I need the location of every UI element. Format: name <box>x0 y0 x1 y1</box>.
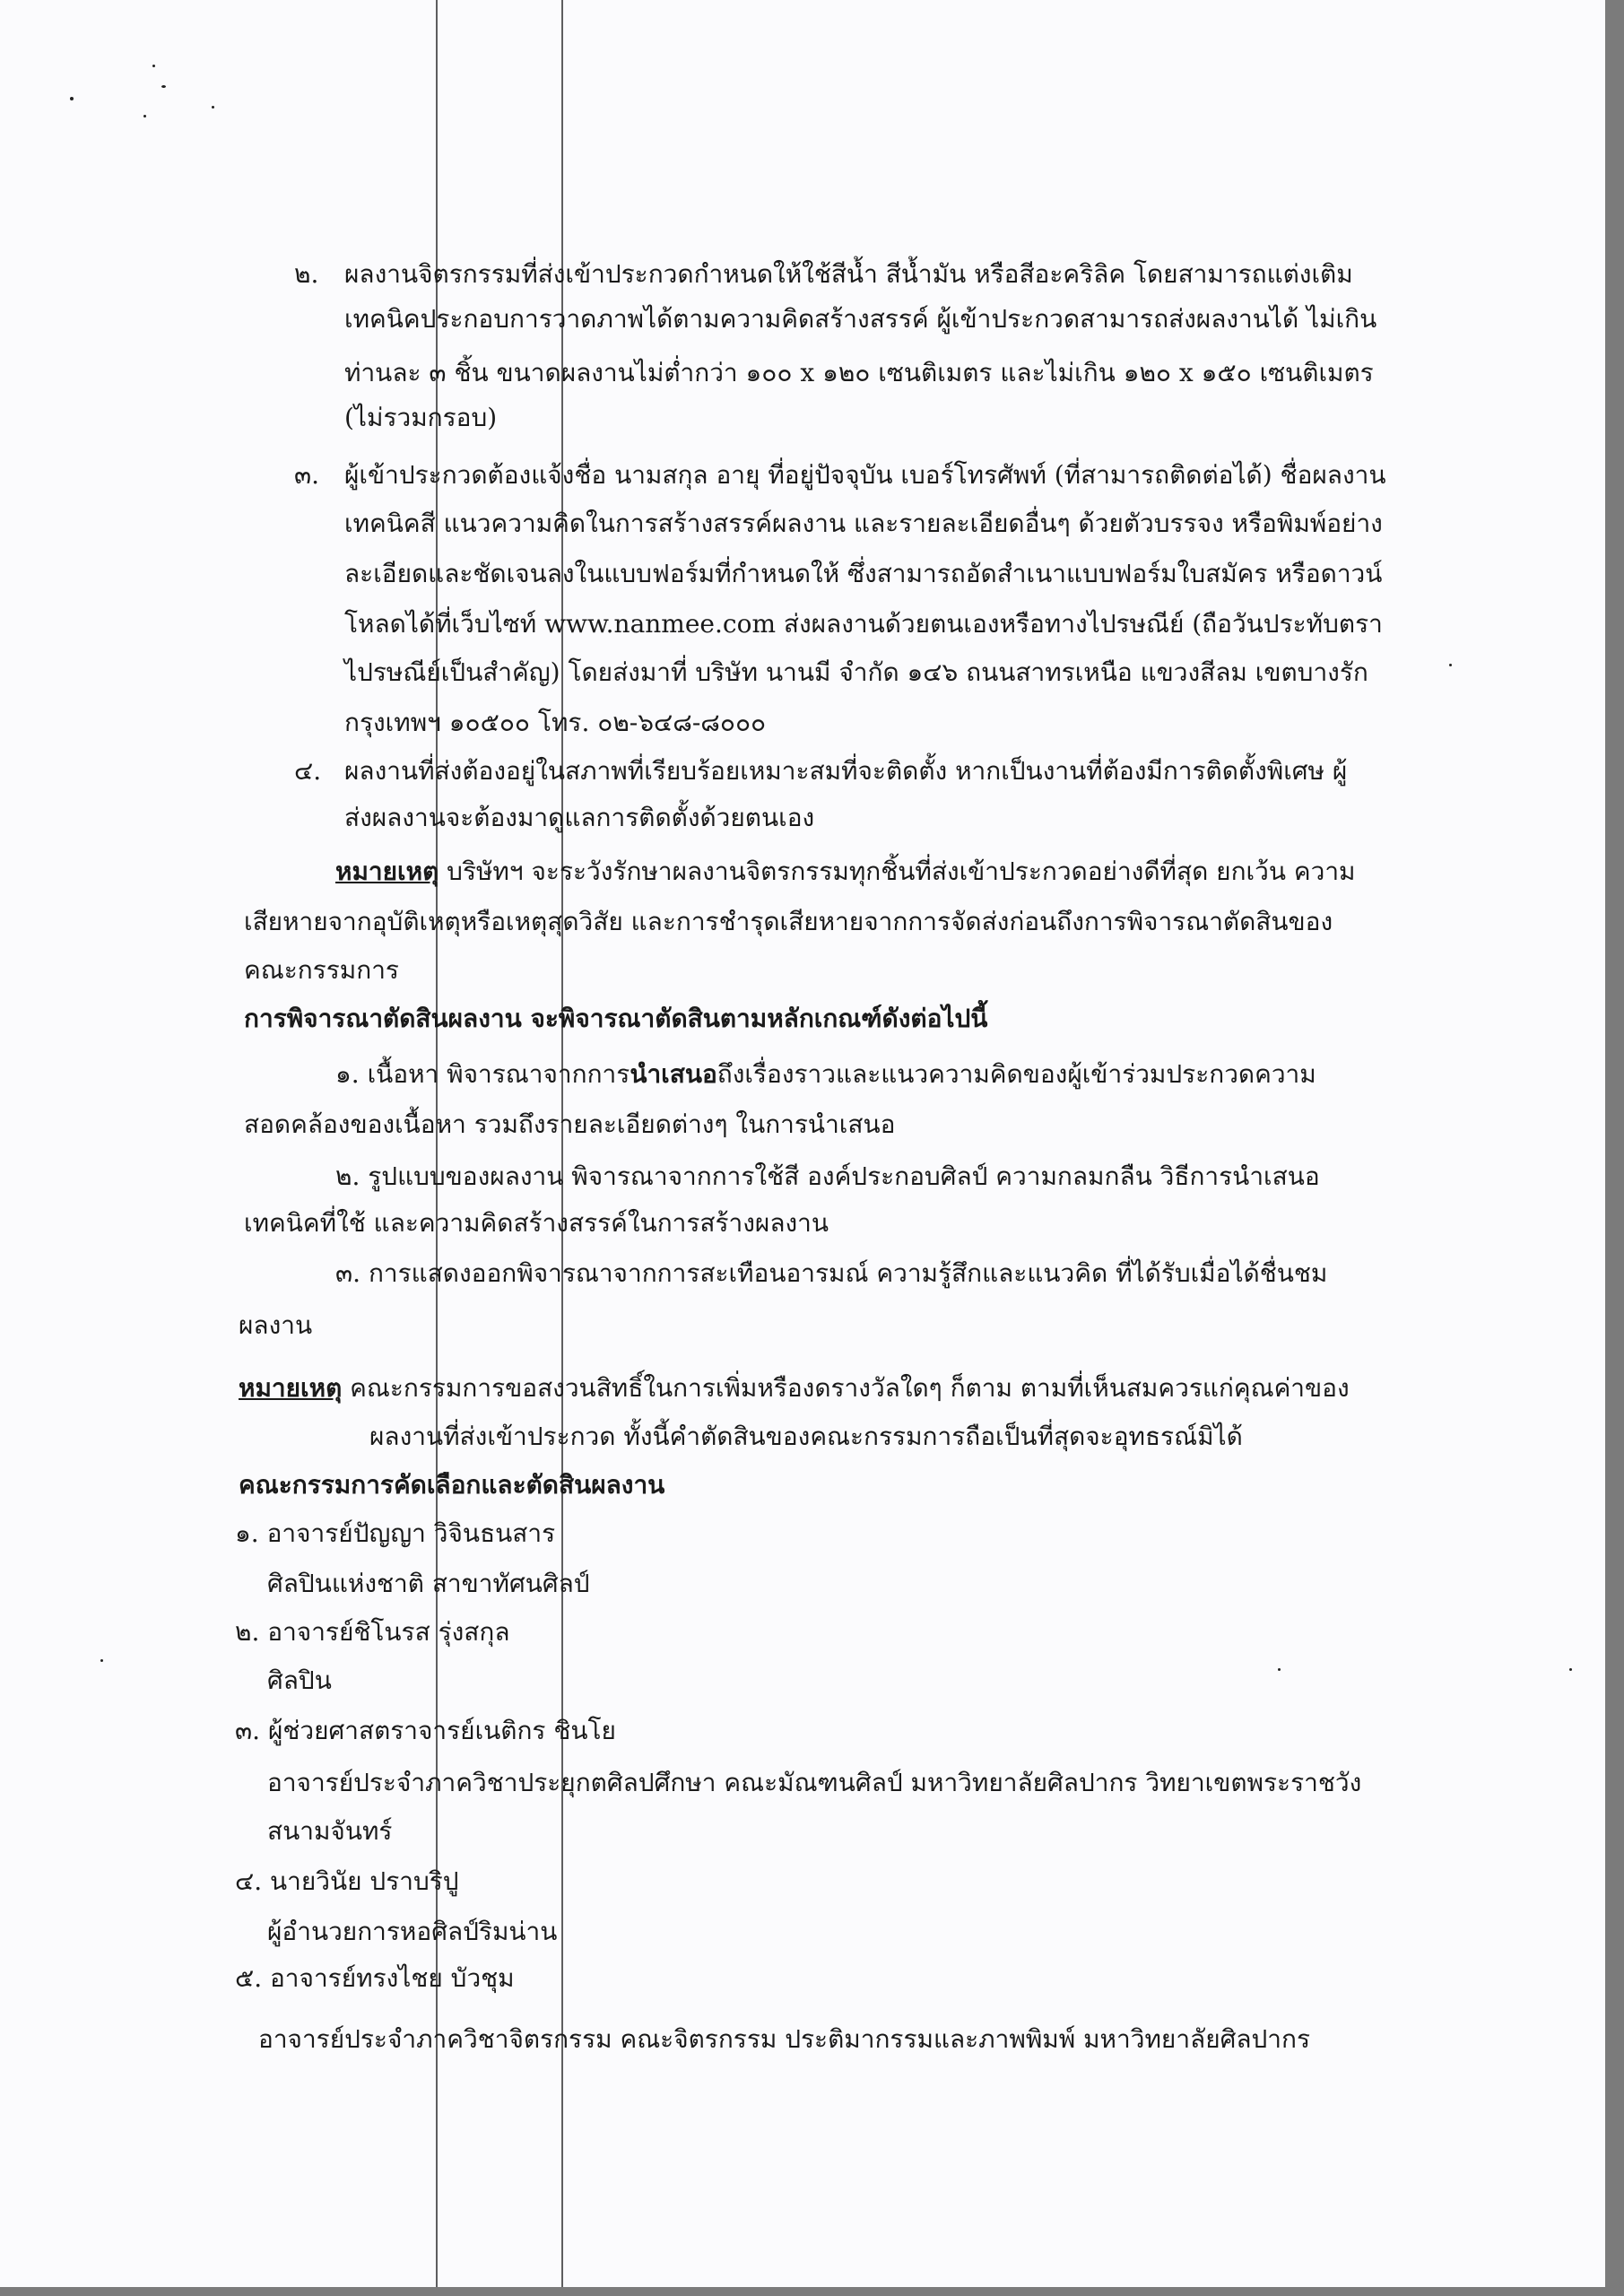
criterion-line <box>335 1057 1316 1092</box>
paragraph-line: ผลงานที่ส่งเข้าประกวด ทั้งนี้คำตัดสินของคณะกรรมการถือเป็นที่สุดจะอุทธรณ์มิได้ <box>369 1422 1243 1451</box>
section-heading: คณะกรรมการคัดเลือกและตัดสินผลงาน <box>239 1470 665 1500</box>
committee-member-title: อาจารย์ประจำภาควิชาประยุกตศิลปศึกษา คณะมัณฑนศิลป์ มหาวิทยาลัยศิลปากร วิทยาเขตพระราชวัง <box>267 1768 1362 1797</box>
note-text: คณะกรรมการขอสงวนสิทธิ์ในการเพิ่มหรืองดรางวัลใดๆ ก็ตาม ตามที่เห็นสมควรแก่คุณค่าของ <box>342 1373 1350 1403</box>
criterion-emphasis: นำเสนอ <box>630 1059 717 1089</box>
scan-speck <box>1569 1668 1572 1671</box>
committee-member-name: ๔. นายวินัย ปราบริปู <box>235 1866 459 1896</box>
paragraph-line: ผลงานที่ส่งต้องอยู่ในสภาพที่เรียบร้อยเหมาะสมที่จะติดตั้ง หากเป็นงานที่ต้องมีการติดตั้งพิเศษ ผู้ <box>344 756 1348 786</box>
criterion-text: ถึงเรื่องราวและแนวความคิดของผู้เข้าร่วมประกวดความ <box>716 1059 1316 1089</box>
committee-member-name: ๓. ผู้ช่วยศาสตราจารย์เนติกร ชินโย <box>235 1716 616 1745</box>
paragraph-line: เทคนิคประกอบการวาดภาพได้ตามความคิดสร้างสรรค์ ผู้เข้าประกวดสามารถส่งผลงานได้ ไม่เกิน <box>344 304 1377 334</box>
committee-member-title: ผู้อำนวยการหอศิลป์ริมน่าน <box>267 1917 558 1946</box>
criterion-line <box>335 1159 1320 1195</box>
committee-member-title: สนามจันทร์ <box>267 1816 393 1846</box>
note-paragraph <box>335 854 1356 890</box>
committee-member-name: ๒. อาจารย์ชิโนรส รุ่งสกุล <box>235 1617 510 1647</box>
note-label: หมายเหตุ <box>239 1373 343 1403</box>
paragraph-line: ผลงานจิตรกรรมที่ส่งเข้าประกวดกำหนดให้ใช้สีน้ำ สีน้ำมัน หรือสีอะคริลิค โดยสามารถแต่งเติม <box>344 259 1353 289</box>
scan-speck <box>1449 664 1452 666</box>
paragraph-line: คณะกรรมการ <box>244 955 399 985</box>
committee-member-name: ๕. อาจารย์ทรงไชย บัวชุม <box>235 1963 515 1993</box>
paragraph-line: กรุงเทพฯ ๑๐๕๐๐ โทร. ๐๒-๖๔๘-๘๐๐๐ <box>344 708 767 737</box>
list-number: ๒. <box>294 259 319 289</box>
paragraph-line: เสียหายจากอุบัติเหตุหรือเหตุสุดวิสัย และการชำรุดเสียหายจากการจัดส่งก่อนถึงการพิจารณาตัดสินของ <box>244 907 1333 936</box>
scan-speck <box>152 65 155 67</box>
scan-speck <box>1278 1668 1281 1671</box>
list-number: ๔. <box>294 756 322 786</box>
note-paragraph <box>239 1370 1350 1406</box>
scan-artifact-line <box>561 0 563 2287</box>
scan-speck <box>212 106 214 109</box>
paragraph-line: โหลดได้ที่เว็บไซท์ www.nanmee.com ส่งผลงานด้วยตนเองหรือทางไปรษณีย์ (ถือวันประทับตรา <box>344 609 1383 639</box>
note-text: บริษัทฯ จะระวังรักษาผลงานจิตรกรรมทุกชิ้นที่ส่งเข้าประกวดอย่างดีที่สุด ยกเว้น ความ <box>439 857 1356 886</box>
note-label: หมายเหตุ <box>335 857 439 886</box>
committee-member-title: ศิลปินแห่งชาติ สาขาทัศนศิลป์ <box>267 1569 590 1598</box>
criterion-text: ๒. รูปแบบของผลงาน พิจารณาจากการใช้สี องค์ประกอบศิลป์ ความกลมกลืน วิธีการนำเสนอ <box>335 1161 1320 1191</box>
committee-member-title: ศิลปิน <box>267 1665 332 1695</box>
paragraph-line: ไปรษณีย์เป็นสำคัญ) โดยส่งมาที่ บริษัท นานมี จำกัด ๑๔๖ ถนนสาทรเหนือ แขวงสีลม เขตบางรัก <box>344 657 1368 687</box>
paragraph-line: ผู้เข้าประกวดต้องแจ้งชื่อ นามสกุล อายุ ที่อยู่ปัจจุบัน เบอร์โทรศัพท์ (ที่สามารถติดต่อได้) ชื่อผลงาน <box>344 460 1386 490</box>
paragraph-line: ส่งผลงานจะต้องมาดูแลการติดตั้งด้วยตนเอง <box>344 803 815 832</box>
committee-member-title: อาจารย์ประจำภาควิชาจิตรกรรม คณะจิตรกรรม ประติมากรรมและภาพพิมพ์ มหาวิทยาลัยศิลปากร <box>258 2024 1311 2054</box>
scan-speck <box>143 115 146 117</box>
paragraph-line: ละเอียดและชัดเจนลงในแบบฟอร์มที่กำหนดให้ ซึ่งสามารถอัดสำเนาแบบฟอร์มใบสมัคร หรือดาวน์ <box>344 559 1383 588</box>
scan-speck <box>161 85 166 88</box>
committee-member-name: ๑. อาจารย์ปัญญา วิจินธนสาร <box>235 1518 556 1548</box>
paragraph-line: เทคนิคที่ใช้ และความคิดสร้างสรรค์ในการสร้างผลงาน <box>244 1208 829 1238</box>
paragraph-line: เทคนิคสี แนวความคิดในการสร้างสรรค์ผลงาน และรายละเอียดอื่นๆ ด้วยตัวบรรจง หรือพิมพ์อย่าง <box>344 509 1383 538</box>
paragraph-line: ผลงาน <box>239 1310 313 1340</box>
section-heading: การพิจารณาตัดสินผลงาน จะพิจารณาตัดสินตามหลักเกณฑ์ดังต่อไปนี้ <box>244 1004 988 1033</box>
criterion-line <box>335 1256 1327 1292</box>
paragraph-line: ท่านละ ๓ ชิ้น ขนาดผลงานไม่ต่ำกว่า ๑๐๐ x ๑๒๐ เซนติเมตร และไม่เกิน ๑๒๐ x ๑๕๐ เซนติเมตร <box>344 358 1374 387</box>
list-number: ๓. <box>294 460 320 490</box>
paragraph-line: สอดคล้องของเนื้อหา รวมถึงรายละเอียดต่างๆ ในการนำเสนอ <box>244 1109 896 1139</box>
scan-speck <box>100 1659 103 1662</box>
criterion-text: ๓. การแสดงออกพิจารณาจากการสะเทือนอารมณ์ ความรู้สึกและแนวคิด ที่ได้รับเมื่อได้ชื่นชม <box>335 1258 1328 1288</box>
paragraph-line: (ไม่รวมกรอบ) <box>344 403 498 432</box>
criterion-text: ๑. เนื้อหา พิจารณาจากการ <box>335 1059 630 1089</box>
scan-speck <box>70 97 74 100</box>
